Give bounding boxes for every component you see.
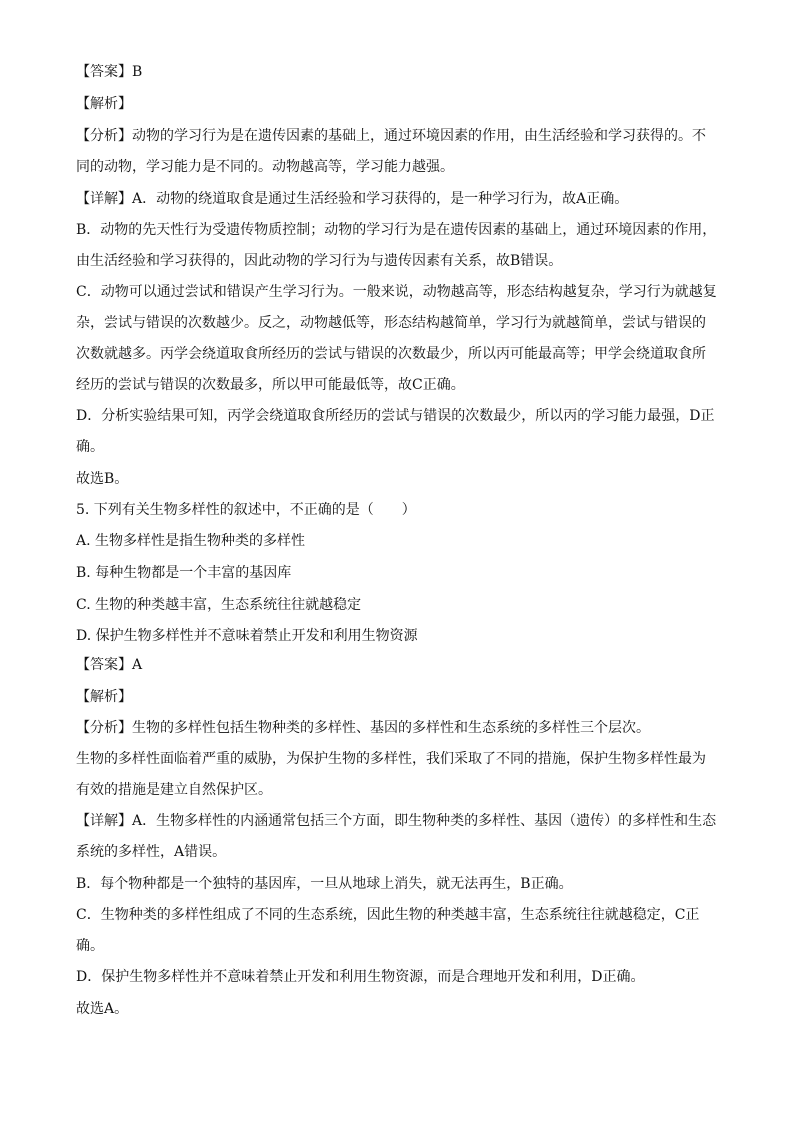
q5-detail-line: 系统的多样性，A错误。 [76,844,227,860]
q4-detail-line: 由生活经验和学习获得的，因此动物的学习行为与遗传因素有关系，故B错误。 [76,253,563,269]
q5-analysis-line: 有效的措施是建立自然保护区。 [76,782,272,798]
q5-analysis-line: 生物的多样性面临着严重的威胁，为保护生物的多样性，我们采取了不同的措施，保护生物多样性最为 [76,751,706,767]
q5-answer: 【答案】A [76,657,143,673]
q4-conclusion: 故选B。 [76,471,129,487]
q4-detail-line: B．动物的先天性行为受遗传物质控制；动物的学习行为是在遗传因素的基础上，通过环境因素的作用， [76,222,717,238]
q5-detail-line: 【详解】A．生物多样性的内涵通常包括三个方面，即生物种类的多样性、基因（遗传）的多样性和生态 [76,813,717,829]
q4-detail-line: 经历的尝试与错误的次数最多，所以甲可能最低等，故C正确。 [76,377,465,393]
q4-analysis-line: 同的动物，学习能力是不同的。动物越高等，学习能力越强。 [76,159,454,175]
q5-analysis-heading: 【解析】 [76,689,132,705]
q5-option-c: C. 生物的种类越丰富，生态系统往往就越稳定 [76,597,362,613]
q4-analysis-heading: 【解析】 [76,96,132,112]
q5-option-d: D. 保护生物多样性并不意味着禁止开发和利用生物资源 [76,628,418,644]
q4-detail-line: 杂，尝试与错误的次数越少。反之，动物越低等，形态结构越简单，学习行为就越简单，尝试与错误的 [76,315,706,331]
q5-option-a: A. 生物多样性是指生物种类的多样性 [76,533,306,549]
q5-detail-line: D．保护生物多样性并不意味着禁止开发和利用生物资源，而是合理地开发和利用，D正确。 [76,969,645,985]
q5-detail-line: 确。 [76,938,104,954]
q5-detail-line: C．生物种类的多样性组成了不同的生态系统，因此生物的种类越丰富，生态系统往往就越稳定，C正 [76,907,700,923]
q4-detail-line: C．动物可以通过尝试和错误产生学习行为。一般来说，动物越高等，形态结构越复杂，学习行为就越复 [76,284,717,300]
q4-answer: 【答案】B [76,64,143,80]
q5-analysis-line: 【分析】生物的多样性包括生物种类的多样性、基因的多样性和生态系统的多样性三个层次。 [76,720,650,736]
q4-detail-line: D．分析实验结果可知，丙学会绕道取食所经历的尝试与错误的次数最少，所以丙的学习能力最强，D正 [76,408,715,424]
q4-analysis-line: 【分析】动物的学习行为是在遗传因素的基础上，通过环境因素的作用，由生活经验和学习获得的。不 [76,128,706,144]
q4-detail-line: 次数就越多。丙学会绕道取食所经历的尝试与错误的次数最少，所以丙可能最高等；甲学会绕道取食所 [76,346,706,362]
q5-option-b: B. 每种生物都是一个丰富的基因库 [76,565,292,581]
q5-detail-line: B．每个物种都是一个独特的基因库，一旦从地球上消失，就无法再生，B正确。 [76,876,573,892]
q4-detail-line: 【详解】A．动物的绕道取食是通过生活经验和学习获得的，是一种学习行为，故A正确。 [76,191,629,207]
q4-detail-line: 确。 [76,439,104,455]
q5-conclusion: 故选A。 [76,1001,129,1017]
q5-stem: 5. 下列有关生物多样性的叙述中，不正确的是（ ） [76,502,416,518]
